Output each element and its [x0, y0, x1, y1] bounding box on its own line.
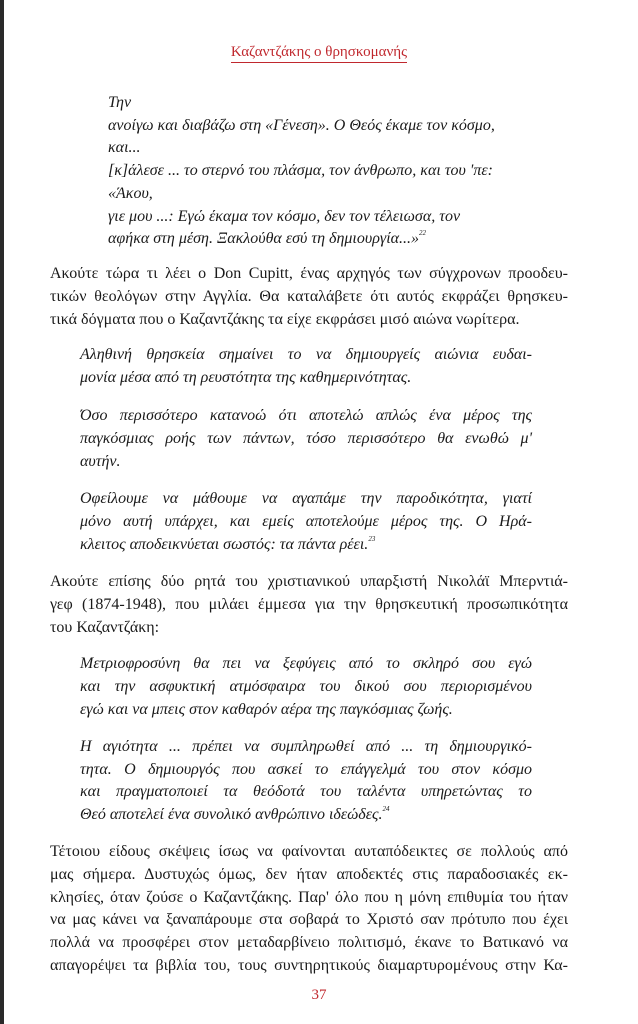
quote-line: κλειτος αποδεικνύεται σωστός: τα πάντα ρέει. [80, 536, 369, 553]
paragraph-conclusion [50, 841, 568, 978]
quote-cupitt-3 [80, 487, 532, 556]
paragraph-line: Τέτοιου είδους σκέψεις ίσως να φαίνονται αυταπόδεικτες σε πολλούς από [50, 843, 568, 860]
quote-line: γιε μου ...: Εγώ έκαμα τον κόσμο, δεν τον τέλειωσα, τον [108, 207, 461, 225]
page-number: 37 [311, 987, 327, 1003]
quote-line: Η αγιότητα ... πρέπει να συμπληρωθεί από ... τη δημιουργικό- [80, 738, 532, 755]
quote-berdyaev-2 [80, 736, 532, 827]
quote-line: αυτήν. [80, 453, 121, 470]
running-header-title: Καζαντζάκης ο θρησκομανής [231, 44, 407, 63]
page-edge [0, 0, 4, 1024]
quote-line: και... [108, 139, 141, 157]
footnote-marker: 23 [368, 535, 376, 543]
paragraph-line: τικά δόγματα που ο Καζαντζάκης τα είχε εκφράσει μισό αιώνα νωρίτερα. [50, 311, 520, 328]
quote-line: «Άκου, [108, 184, 153, 202]
paragraph-line: απαγορέψει τα βιβλία του, τους συντηρητικούς διαμαρτυρομένους στην Κα- [50, 956, 568, 974]
quote-line: ανοίγω και διαβάζω στη «Γένεση». Ο Θεός έκαμε τον κόσμο, [108, 116, 495, 134]
quote-genesis [108, 92, 495, 251]
quote-line: τητα. Ο δημιουργός που ασκεί το επάγγελμά του στον κόσμο [80, 760, 532, 778]
running-header [0, 44, 638, 61]
paragraph-line: του Καζαντζάκη: [50, 619, 160, 636]
quote-line: Θεό αποτελεί ένα συνολικό ανθρώπινο ιδεώδες. [80, 806, 383, 824]
quote-line: και πραγματοποιεί τα θεόδοτά του ταλέντα υπηρετώντας το [80, 783, 532, 801]
quote-line: [κ]άλεσε ... το στερνό του πλάσμα, τον άνθρωπο, και του 'πε: [108, 162, 493, 180]
quote-berdyaev-1 [80, 652, 532, 721]
footnote-marker: 24 [382, 805, 390, 814]
quote-cupitt-1 [80, 343, 532, 389]
quote-line: Μετριοφροσύνη θα πει να ξεφύγεις από το σκληρό σου εγώ [80, 655, 532, 672]
paragraph-line: μας σήμερα. Δυστυχώς όμως, δεν ήταν αποδεκτές στις παραδοσιακές εκ- [50, 865, 568, 883]
quote-line: εγώ και να μπεις στον καθαρόν αέρα της παγκόσμιας ζωής. [80, 701, 453, 718]
paragraph-line: κλησίες, όταν ζούσε ο Καζαντζάκης. Παρ' όλο που η μόνη επιθυμία του ήταν [50, 888, 568, 906]
quote-line: Αληθινή θρησκεία σημαίνει το να δημιουργείς αιώνια ευδαι- [80, 346, 532, 363]
quote-line: και την ασφυκτική ατμόσφαιρα του δικού σου περιορισμένου [80, 678, 532, 695]
quote-line: Οφείλουμε να μάθουμε να αγαπάμε την παροδικότητα, γιατί [80, 490, 532, 507]
paragraph-line: Ακούτε τώρα τι λέει ο Don Cupitt, ένας αρχηγός των σύγχρονων προοδευ- [50, 265, 568, 282]
paragraph-line: να μας κάνει να ξαναπάρουμε στα σοβαρά το Χριστό σαν πρότυπο που έχει [50, 911, 568, 929]
paragraph-line: γεφ (1874-1948), που μιλάει έμμεσα για την θρησκευτική προσωπικότητα [50, 596, 568, 613]
paragraph-cupitt [50, 262, 568, 331]
paragraph-line: τικών θεολόγων στην Αγγλία. Θα καταλάβετε ότι αυτός εκφράζει θρησκευ- [50, 288, 568, 305]
quote-line: μονία μέσα από τη ρευστότητα της καθημερινότητας. [80, 369, 412, 386]
quote-line: παγκόσμιας ροής των πάντων, τόσο περισσότερο θα ενωθώ μ' [80, 430, 532, 447]
paragraph-line: πολλά να προσφέρει στον μεταδαρβίνειο πολιτισμό, έκανε το Βατικανό να [50, 934, 568, 952]
quote-line: Όσο περισσότερο κατανοώ ότι αποτελώ απλώς ένα μέρος της [80, 407, 532, 424]
footnote-marker: 22 [419, 229, 427, 238]
paragraph-line: Ακούτε επίσης δύο ρητά του χριστιανικού υπαρξιστή Νικολάϊ Μπερντιά- [50, 573, 568, 590]
quote-line: Την [108, 94, 132, 111]
quote-cupitt-2 [80, 404, 532, 473]
quote-line: μόνο αυτή υπάρχει, και εμείς αποτελούμε μέρος της. Ο Ηρά- [80, 513, 532, 530]
paragraph-berdyaev [50, 570, 568, 639]
quote-line: αφήκα στη μέση. Ξακλούθα εσύ τη δημιουργία...» [108, 230, 420, 248]
